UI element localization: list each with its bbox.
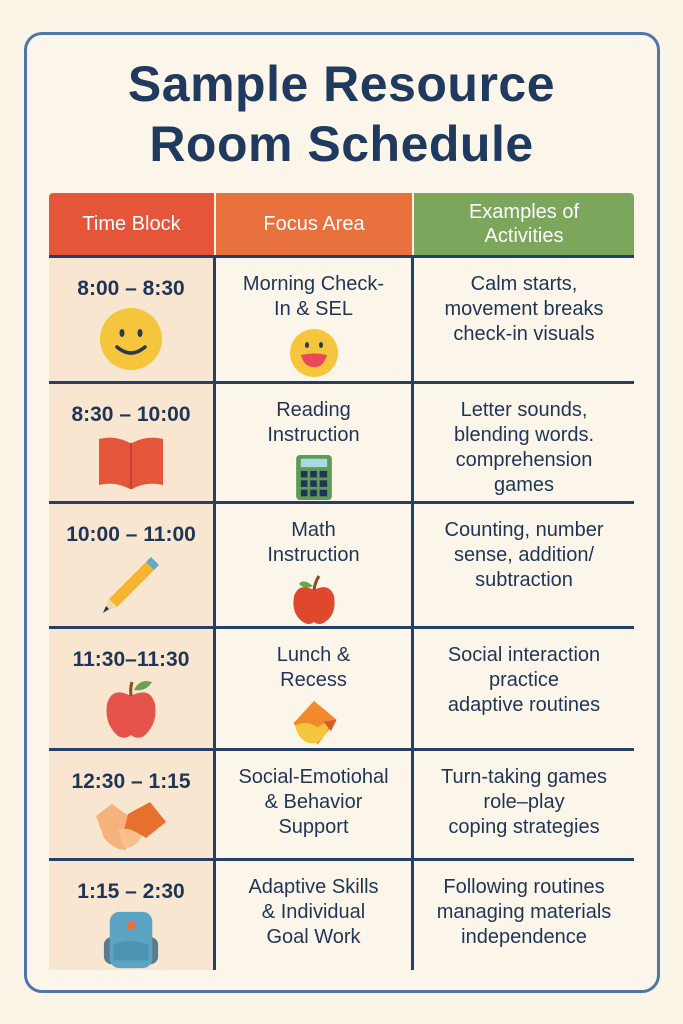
example-line: sense, addition/	[453, 544, 595, 566]
example-line: role–play	[483, 791, 565, 813]
table-row	[49, 748, 634, 858]
focus-line: Morning Check-	[242, 273, 385, 295]
examples-cell	[414, 751, 634, 858]
examples-cell	[414, 504, 634, 626]
examples-cell	[414, 384, 634, 501]
example-line: Turn-taking games	[441, 766, 607, 788]
example-line: adaptive routines	[447, 694, 601, 716]
book-icon	[97, 433, 165, 491]
example-line: Social interaction	[447, 644, 601, 666]
example-line: subtraction	[475, 569, 573, 591]
focus-line: Reading	[276, 399, 351, 421]
handshake-icon	[288, 699, 340, 748]
focus-line: & Behavior	[264, 791, 363, 813]
time-label: 10:00 – 11:00	[66, 523, 196, 546]
time-cell	[49, 861, 216, 970]
table-row	[49, 501, 634, 626]
time-label: 1:15 – 2:30	[77, 880, 185, 903]
time-label: 8:00 – 8:30	[77, 277, 185, 300]
pencil-icon	[99, 553, 163, 617]
example-line: managing materials	[436, 901, 612, 923]
header-examples	[414, 193, 634, 255]
smiley-face-icon	[99, 307, 163, 371]
example-line: check-in visuals	[453, 323, 595, 345]
table-header	[49, 193, 634, 255]
examples-cell	[414, 629, 634, 748]
example-line: Letter sounds,	[460, 399, 588, 421]
focus-line: Instruction	[267, 424, 360, 446]
page-title	[0, 54, 683, 174]
table-row	[49, 381, 634, 501]
focus-line: & Individual	[261, 901, 366, 923]
example-line: Counting, number	[444, 519, 604, 541]
table-row	[49, 255, 634, 381]
title-line-1: Sample Resource	[127, 56, 556, 112]
calculator-icon	[294, 454, 334, 501]
table-row	[49, 626, 634, 748]
focus-cell	[216, 629, 414, 748]
focus-line: Lunch &	[276, 644, 351, 666]
focus-line: In & SEL	[274, 298, 353, 320]
header-focus-area: Focus Area	[216, 193, 414, 255]
focus-line: Recess	[280, 669, 347, 691]
backpack-icon	[101, 910, 161, 970]
table-row	[49, 858, 634, 970]
example-line: movement breaks	[444, 298, 604, 320]
focus-line: Adaptive Skills	[248, 876, 379, 898]
apple-icon	[291, 574, 337, 626]
example-line: Following routines	[443, 876, 605, 898]
focus-line: Support	[278, 816, 349, 838]
time-cell	[49, 629, 216, 748]
focus-cell	[216, 258, 414, 381]
example-line: practice	[488, 669, 560, 691]
time-cell	[49, 258, 216, 381]
example-line: blending words.	[453, 424, 595, 446]
happy-face-icon	[289, 328, 339, 378]
header-examples-label: Examples of Activities	[468, 201, 580, 247]
example-line: independence	[461, 926, 587, 948]
examples-cell	[414, 861, 634, 970]
header-time-block: Time Block	[49, 193, 216, 255]
focus-line: Goal Work	[266, 926, 361, 948]
focus-cell	[216, 751, 414, 858]
handshake-icon	[94, 800, 168, 852]
focus-cell	[216, 861, 414, 970]
schedule-table	[49, 193, 634, 970]
time-label: 8:30 – 10:00	[71, 403, 191, 426]
time-cell	[49, 384, 216, 501]
focus-line: Instruction	[267, 544, 360, 566]
focus-line: Math	[291, 519, 336, 541]
focus-cell	[216, 384, 414, 501]
time-label: 11:30–11:30	[72, 648, 190, 671]
example-line: games	[493, 474, 555, 496]
focus-line: Social-Emotiohal	[238, 766, 389, 788]
example-line: comprehension	[455, 449, 593, 471]
time-cell	[49, 751, 216, 858]
example-line: Calm starts,	[470, 273, 578, 295]
apple-icon	[104, 678, 158, 740]
examples-cell	[414, 258, 634, 381]
focus-cell	[216, 504, 414, 626]
time-label: 12:30 – 1:15	[71, 770, 191, 793]
time-cell	[49, 504, 216, 626]
example-line: coping strategies	[448, 816, 600, 838]
title-line-2: Room Schedule	[149, 116, 534, 172]
